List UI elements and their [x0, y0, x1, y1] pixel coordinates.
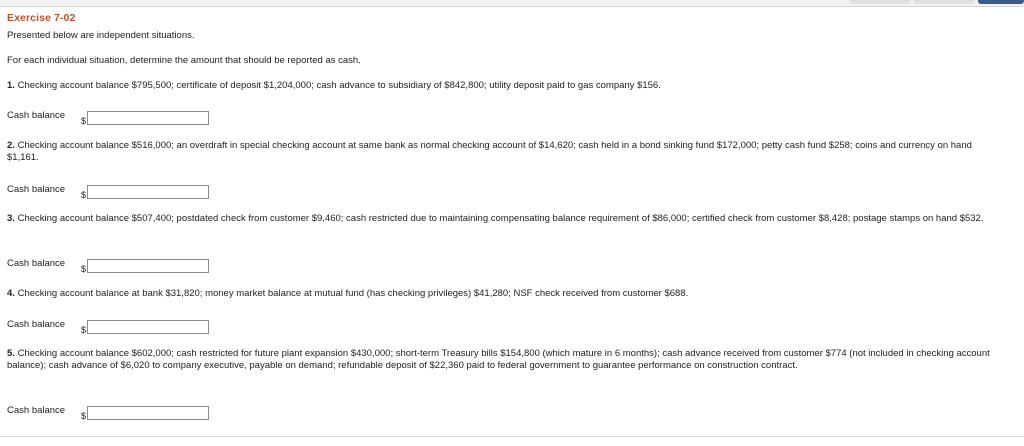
- answer-row-5: [7, 402, 209, 424]
- question-text: Checking account balance $507,400; postdated check from customer $9,460; cash restricted due to maintaining compensating balance requirement of $86,000; certified check from customer $8,428; postage stamps on hand $532.: [17, 213, 984, 224]
- cash-balance-label: Cash balance: [7, 109, 66, 121]
- question-number: 4.: [7, 288, 15, 299]
- exercise-instruction: For each individual situation, determine the amount that should be reported as cash.: [7, 55, 361, 66]
- question-5: [7, 348, 1005, 373]
- question-text: Checking account balance $516,000; an overdraft in special checking account at same bank as normal checking account of $14,620; cash held in a bond sinking fund $172,000; petty cash fund $258; coins and currency on hand $1,161.: [7, 140, 972, 164]
- currency-symbol: $: [81, 264, 87, 274]
- question-number: 3.: [7, 213, 15, 224]
- toolbar-tab-active[interactable]: [978, 0, 1024, 4]
- exercise-title: Exercise 7-02: [7, 12, 76, 24]
- currency-symbol: $: [81, 325, 87, 335]
- question-number: 5.: [7, 348, 15, 359]
- answer-row-4: [7, 316, 209, 338]
- question-4: [7, 288, 1005, 300]
- cash-balance-input-4[interactable]: [87, 320, 209, 334]
- toolbar-tabs: [846, 0, 1024, 6]
- question-text: Checking account balance $602,000; cash restricted for future plant expansion $430,000; short-term Treasury bills $154,800 (which mature in 6 months); cash advance received from customer $774 (not included in checking account balance); cash advance of $6,020 to company executive, payable on demand; refundable deposit of $22,360 paid to federal government to guarantee performance on construction contract.: [7, 348, 990, 372]
- question-number: 2.: [7, 140, 15, 151]
- cash-balance-input-2[interactable]: [87, 185, 209, 199]
- cash-balance-input-1[interactable]: [87, 111, 209, 125]
- currency-symbol: $: [81, 116, 87, 126]
- cash-balance-label: Cash balance: [7, 404, 66, 416]
- cash-balance-input-3[interactable]: [87, 259, 209, 273]
- currency-symbol: $: [81, 411, 87, 421]
- top-toolbar: [0, 0, 1024, 7]
- currency-symbol: $: [81, 190, 87, 200]
- bottom-divider: [0, 436, 1024, 437]
- cash-balance-label: Cash balance: [7, 318, 66, 330]
- question-3: [7, 213, 1005, 225]
- question-1: [7, 80, 1005, 92]
- toolbar-tab[interactable]: [850, 0, 910, 4]
- question-text: Checking account balance $795,500; certificate of deposit $1,204,000; cash advance to subsidiary of $842,800; utility deposit paid to gas company $156.: [17, 80, 661, 91]
- exercise-intro: Presented below are independent situations.: [7, 30, 195, 41]
- question-number: 1.: [7, 80, 15, 91]
- answer-row-1: [7, 107, 209, 129]
- cash-balance-label: Cash balance: [7, 183, 66, 195]
- cash-balance-label: Cash balance: [7, 257, 66, 269]
- question-text: Checking account balance at bank $31,820; money market balance at mutual fund (has checking privileges) $41,280; NSF check received from customer $688.: [17, 288, 689, 299]
- answer-row-2: [7, 181, 209, 203]
- toolbar-tab[interactable]: [914, 0, 974, 4]
- answer-row-3: [7, 255, 209, 277]
- question-2: [7, 140, 1005, 165]
- cash-balance-input-5[interactable]: [87, 406, 209, 420]
